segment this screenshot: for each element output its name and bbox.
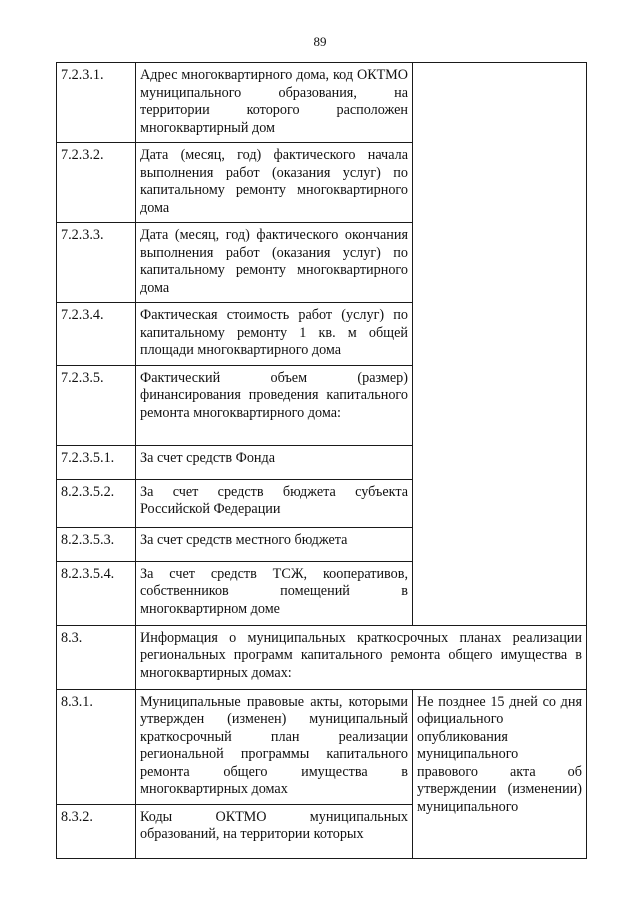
deadline-cell-empty [413, 63, 587, 626]
row-number: 8.3. [57, 625, 136, 689]
row-text: За счет средств ТСЖ, кооперативов, собственников помещений в многоквартирном доме [136, 561, 413, 625]
row-number: 7.2.3.5.1. [57, 445, 136, 479]
row-number: 8.2.3.5.4. [57, 561, 136, 625]
section-heading-text: Информация о муниципальных краткосрочных планах реализации региональных программ капитального ремонта общего имущества в многоквартирных домах: [136, 625, 587, 689]
table-row [57, 63, 587, 143]
requirements-table [56, 62, 587, 859]
row-number: 7.2.3.5. [57, 365, 136, 445]
table-row [57, 625, 587, 689]
row-text: Дата (месяц, год) фактического начала выполнения работ (оказания услуг) по капитальному ремонту многоквартирного дома [136, 143, 413, 223]
deadline-cell: Не позднее 15 дней со дня официального опубликования муниципального правового акта об утверждении (изменении) муниципального [413, 689, 587, 858]
row-text: Фактическая стоимость работ (услуг) по капитальному ремонту 1 кв. м общей площади многоквартирного дома [136, 303, 413, 366]
row-text: Адрес многоквартирного дома, код ОКТМО муниципального образования, на территории которого расположен многоквартирный дом [136, 63, 413, 143]
row-text: Коды ОКТМО муниципальных образований, на территории которых [136, 804, 413, 858]
row-text: Фактический объем (размер) финансирования проведения капитального ремонта многоквартирного дома: [136, 365, 413, 445]
row-number: 7.2.3.1. [57, 63, 136, 143]
row-number: 7.2.3.2. [57, 143, 136, 223]
row-text: За счет средств Фонда [136, 445, 413, 479]
row-number: 7.2.3.3. [57, 223, 136, 303]
row-text: Дата (месяц, год) фактического окончания выполнения работ (оказания услуг) по капитальному ремонту многоквартирного дома [136, 223, 413, 303]
row-text: За счет средств бюджета субъекта Российской Федерации [136, 479, 413, 527]
page-number: 89 [313, 34, 327, 49]
row-number: 8.3.1. [57, 689, 136, 804]
table-row [57, 689, 587, 804]
row-number: 7.2.3.4. [57, 303, 136, 366]
row-text: За счет средств местного бюджета [136, 527, 413, 561]
row-number: 8.3.2. [57, 804, 136, 858]
row-number: 8.2.3.5.3. [57, 527, 136, 561]
row-number: 8.2.3.5.2. [57, 479, 136, 527]
row-text: Муниципальные правовые акты, которыми утвержден (изменен) муниципальный краткосрочный план реализации региональной программы капитального ремонта общего имущества в многоквартирных домах [136, 689, 413, 804]
